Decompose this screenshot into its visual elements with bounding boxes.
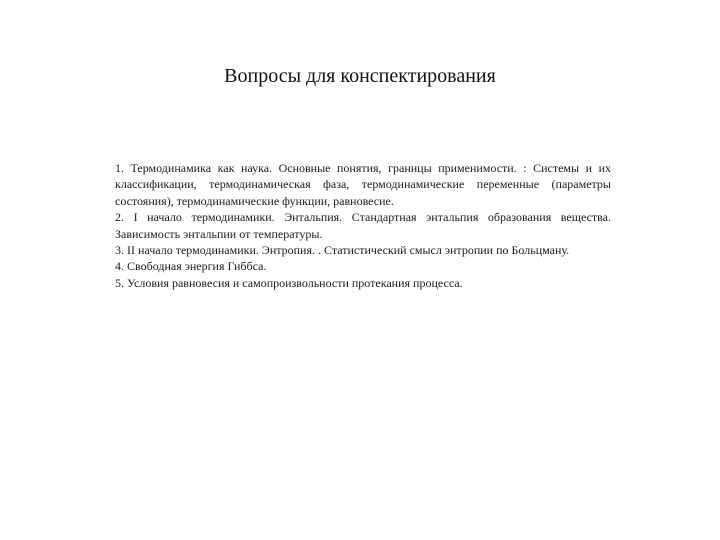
slide-title: Вопросы для конспектирования bbox=[224, 65, 496, 87]
question-item: 2. I начало термодинамики. Энтальпия. Стандартная энтальпия образования вещества. Зависимость энтальпии от температуры. bbox=[115, 210, 611, 241]
questions-list bbox=[115, 160, 611, 291]
question-item: 3. II начало термодинамики. Энтропия. . Статистический смысл энтропии по Больцману. bbox=[115, 243, 570, 258]
question-item: 1. Термодинамика как наука. Основные понятия, границы применимости. : Системы и их классификации, термодинамическая фаза, термодинамические переменные (параметры состояния), термодинамические функции, равновесие. bbox=[115, 161, 611, 208]
question-item: 5. Условия равновесия и самопроизвольности протекания процесса. bbox=[115, 275, 463, 290]
question-item: 4. Свободная энергия Гиббса. bbox=[115, 259, 267, 274]
